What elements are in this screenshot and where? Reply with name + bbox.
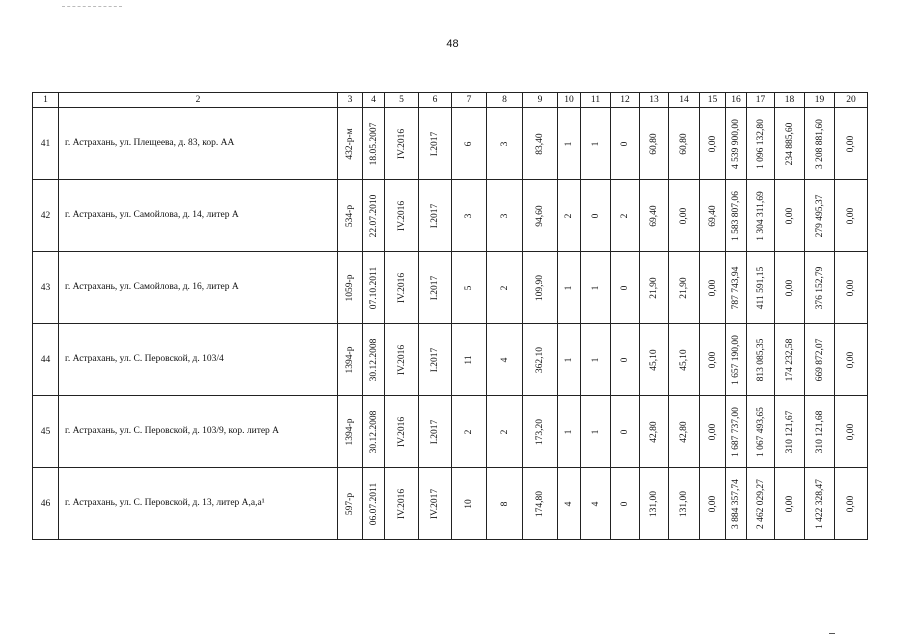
table-cell <box>611 468 640 540</box>
table-cell <box>700 396 726 468</box>
column-header: 14 <box>669 93 700 108</box>
table-cell <box>805 108 835 180</box>
table-row <box>33 108 868 180</box>
cell-value: 69,40 <box>707 204 718 227</box>
cell-value: 0 <box>590 213 601 218</box>
cell-value: 813 085,35 <box>755 338 766 381</box>
table-cell <box>558 396 581 468</box>
cell-value: I.2017 <box>430 347 440 372</box>
table-cell: 42 <box>33 180 59 252</box>
cell-value: 0,00 <box>784 207 795 224</box>
cell-value: 60,80 <box>649 132 659 155</box>
cell-value: 0,00 <box>846 423 856 440</box>
table-cell <box>700 108 726 180</box>
table-cell <box>581 396 611 468</box>
cell-value: IV.2016 <box>396 272 407 303</box>
table-cell <box>363 396 385 468</box>
cell-value: 0 <box>620 501 630 506</box>
cell-value: 0,00 <box>707 135 718 152</box>
table-cell <box>726 396 747 468</box>
cell-value: 362,10 <box>535 346 545 373</box>
table-cell: г. Астрахань, ул. Самойлова, д. 14, литер А <box>59 180 338 252</box>
table-cell <box>640 180 669 252</box>
cell-value: 21,90 <box>679 276 689 299</box>
table-row <box>33 252 868 324</box>
table-cell <box>611 324 640 396</box>
table-cell <box>419 180 452 252</box>
table-body <box>33 108 868 540</box>
table-cell <box>726 180 747 252</box>
table-cell <box>747 396 775 468</box>
cell-value: IV.2017 <box>430 488 440 519</box>
table-cell <box>419 468 452 540</box>
column-header: 1 <box>33 93 59 108</box>
cell-value: 1 422 328,47 <box>814 478 825 529</box>
table-cell <box>363 324 385 396</box>
table-cell <box>581 108 611 180</box>
cell-value: IV.2016 <box>396 344 407 375</box>
cell-value: 10 <box>464 498 474 509</box>
table-cell <box>726 252 747 324</box>
table-cell <box>385 468 419 540</box>
table-cell <box>385 324 419 396</box>
cell-value: 1 096 132,80 <box>755 118 766 169</box>
table-cell: 44 <box>33 324 59 396</box>
cell-value: 376 152,79 <box>814 266 825 309</box>
table-cell: г. Астрахань, ул. Самойлова, д. 16, литер А <box>59 252 338 324</box>
cell-value: 3 884 357,74 <box>731 478 741 529</box>
cell-value: 8 <box>499 501 510 506</box>
table-cell <box>747 108 775 180</box>
cell-value: 30.12.2008 <box>368 410 379 453</box>
column-header: 3 <box>338 93 363 108</box>
table-cell <box>640 396 669 468</box>
cell-value: 30.12.2008 <box>368 338 379 381</box>
column-header: 4 <box>363 93 385 108</box>
cell-value: 1 <box>564 141 574 146</box>
table-cell <box>775 180 805 252</box>
cell-value: 109,90 <box>535 274 545 301</box>
cell-value: IV.2016 <box>396 488 407 519</box>
table-cell <box>452 180 487 252</box>
table-cell <box>805 324 835 396</box>
cell-value: 279 495,37 <box>814 194 825 237</box>
table-cell <box>700 324 726 396</box>
column-header: 9 <box>523 93 558 108</box>
table-cell <box>487 180 523 252</box>
table-cell <box>747 324 775 396</box>
table-cell <box>385 252 419 324</box>
table-cell <box>338 324 363 396</box>
column-header: 8 <box>487 93 523 108</box>
table-cell <box>775 108 805 180</box>
table-cell <box>669 468 700 540</box>
table-cell <box>558 108 581 180</box>
cell-value: 3 <box>464 213 474 218</box>
table-cell: г. Астрахань, ул. Плещеева, д. 83, кор. АА <box>59 108 338 180</box>
cell-value: 1 <box>590 357 601 362</box>
table-cell <box>835 396 868 468</box>
table-row <box>33 324 868 396</box>
cell-value: 234 885,60 <box>784 122 795 165</box>
cell-value: 3 <box>499 213 510 218</box>
table-cell <box>338 108 363 180</box>
table-cell <box>487 396 523 468</box>
table-cell <box>558 324 581 396</box>
table-cell <box>581 180 611 252</box>
table-cell <box>419 252 452 324</box>
table-cell <box>523 468 558 540</box>
cell-value: 0,00 <box>707 495 718 512</box>
cell-value: 1 <box>564 429 574 434</box>
table-cell <box>581 468 611 540</box>
table-cell <box>726 324 747 396</box>
cell-value: 1394-р <box>345 346 355 373</box>
cell-value: 787 743,94 <box>731 266 741 309</box>
table-cell <box>452 468 487 540</box>
table-cell <box>523 180 558 252</box>
table-cell <box>669 180 700 252</box>
table-cell <box>835 108 868 180</box>
cell-value: 3 208 881,60 <box>814 118 825 169</box>
table-cell <box>558 468 581 540</box>
table-cell <box>487 324 523 396</box>
table-cell <box>363 252 385 324</box>
cell-value: 0 <box>620 285 630 290</box>
column-header: 6 <box>419 93 452 108</box>
page-number: 48 <box>446 38 459 50</box>
column-header: 19 <box>805 93 835 108</box>
cell-value: 0,00 <box>846 279 856 296</box>
cell-value: 45,10 <box>679 348 689 371</box>
header-row <box>33 93 868 108</box>
cell-value: 45,10 <box>649 348 659 371</box>
table-cell <box>805 396 835 468</box>
table-cell <box>581 252 611 324</box>
table-cell <box>805 180 835 252</box>
table-cell <box>805 252 835 324</box>
cell-value: 0,00 <box>846 135 856 152</box>
cell-value: 1394-р <box>345 418 355 445</box>
cell-value: I.2017 <box>430 419 440 444</box>
table-cell <box>775 468 805 540</box>
table-cell <box>611 180 640 252</box>
table-cell <box>747 252 775 324</box>
table-cell <box>523 324 558 396</box>
table-cell <box>640 252 669 324</box>
cell-value: 83,40 <box>535 132 545 155</box>
cell-value: 1 304 311,69 <box>755 190 766 241</box>
column-header: 17 <box>747 93 775 108</box>
cell-value: I.2017 <box>430 131 440 156</box>
cell-value: 1 583 807,06 <box>731 190 741 241</box>
cell-value: I.2017 <box>430 203 440 228</box>
table-cell <box>523 396 558 468</box>
cell-value: 432-р-м <box>345 127 355 160</box>
column-header: 10 <box>558 93 581 108</box>
cell-value: 3 <box>499 141 510 146</box>
cell-value: 0,00 <box>679 207 689 224</box>
cell-value: 21,90 <box>649 276 659 299</box>
table-cell <box>669 324 700 396</box>
table-cell <box>338 180 363 252</box>
table-cell <box>700 180 726 252</box>
table-cell <box>338 396 363 468</box>
cell-value: 1059-р <box>345 274 355 301</box>
cell-value: 1 <box>564 285 574 290</box>
cell-value: 0,00 <box>784 279 795 296</box>
table-cell <box>338 468 363 540</box>
cell-value: 42,80 <box>649 420 659 443</box>
table-row <box>33 468 868 540</box>
cell-value: 174,80 <box>535 490 545 517</box>
cell-value: 0 <box>620 141 630 146</box>
cell-value: 1 067 493,65 <box>755 406 766 457</box>
table-cell <box>363 108 385 180</box>
column-header: 18 <box>775 93 805 108</box>
table-cell: г. Астрахань, ул. С. Перовской, д. 103/4 <box>59 324 338 396</box>
cell-value: 0 <box>620 357 630 362</box>
table-cell <box>581 324 611 396</box>
cell-value: 6 <box>464 141 474 146</box>
cell-value: 22.07.2010 <box>368 194 379 237</box>
table-cell <box>775 252 805 324</box>
table-cell <box>487 252 523 324</box>
data-table <box>32 92 868 540</box>
column-header: 7 <box>452 93 487 108</box>
table-cell <box>385 396 419 468</box>
cell-value: 4 <box>564 501 574 506</box>
column-header: 16 <box>726 93 747 108</box>
table-cell <box>775 396 805 468</box>
data-table-container <box>32 92 868 540</box>
column-header: 15 <box>700 93 726 108</box>
cell-value: 60,80 <box>679 132 689 155</box>
table-cell <box>419 108 452 180</box>
table-cell <box>419 324 452 396</box>
table-cell <box>669 108 700 180</box>
cell-value: 131,00 <box>679 490 689 517</box>
cell-value: 07.10.2011 <box>368 266 379 309</box>
cell-value: 310 121,67 <box>784 410 795 453</box>
table-cell <box>726 468 747 540</box>
cell-value: 534-р <box>345 204 355 227</box>
table-cell <box>487 108 523 180</box>
cell-value: 2 <box>620 213 630 218</box>
cell-value: 174 232,58 <box>784 338 795 381</box>
cell-value: 597-р <box>345 492 355 515</box>
table-cell <box>385 108 419 180</box>
cell-value: 2 <box>499 429 510 434</box>
table-row <box>33 396 868 468</box>
table-cell <box>700 252 726 324</box>
cell-value: 06.07.2011 <box>368 482 379 525</box>
cell-value: 1 687 737,00 <box>731 406 741 457</box>
table-cell <box>558 252 581 324</box>
table-cell: 46 <box>33 468 59 540</box>
cell-value: 131,00 <box>649 490 659 517</box>
cell-value: 173,20 <box>535 418 545 445</box>
table-cell <box>835 324 868 396</box>
column-header: 11 <box>581 93 611 108</box>
cell-value: 4 <box>499 357 510 362</box>
cell-value: 0 <box>620 429 630 434</box>
cell-value: 669 872,07 <box>814 338 825 381</box>
cell-value: 310 121,68 <box>814 410 825 453</box>
table-cell <box>640 468 669 540</box>
table-cell <box>487 468 523 540</box>
scan-artifact <box>62 6 122 8</box>
cell-value: 1 <box>590 429 601 434</box>
table-cell <box>452 252 487 324</box>
cell-value: 2 462 029,27 <box>755 478 766 529</box>
cell-value: 1 <box>590 285 601 290</box>
column-header: 12 <box>611 93 640 108</box>
table-cell <box>611 108 640 180</box>
table-cell <box>452 324 487 396</box>
cell-value: 1 <box>590 141 601 146</box>
table-cell <box>640 108 669 180</box>
scan-artifact <box>829 633 835 634</box>
table-cell <box>726 108 747 180</box>
table-cell <box>835 180 868 252</box>
table-cell <box>611 396 640 468</box>
table-cell <box>747 180 775 252</box>
table-cell: г. Астрахань, ул. С. Перовской, д. 13, литер А,а,а¹ <box>59 468 338 540</box>
column-header: 20 <box>835 93 868 108</box>
table-cell <box>523 252 558 324</box>
cell-value: I.2017 <box>430 275 440 300</box>
table-cell <box>452 396 487 468</box>
cell-value: IV.2016 <box>396 200 407 231</box>
cell-value: 94,60 <box>535 204 545 227</box>
table-cell <box>558 180 581 252</box>
table-cell <box>385 180 419 252</box>
cell-value: 4 <box>590 501 601 506</box>
cell-value: 0,00 <box>846 495 856 512</box>
cell-value: 18.05.2007 <box>368 122 379 165</box>
table-cell <box>747 468 775 540</box>
cell-value: 69,40 <box>649 204 659 227</box>
cell-value: 2 <box>564 213 574 218</box>
cell-value: 5 <box>464 285 474 290</box>
table-cell <box>363 180 385 252</box>
table-cell <box>669 252 700 324</box>
cell-value: 2 <box>464 429 474 434</box>
cell-value: 2 <box>499 285 510 290</box>
cell-value: 0,00 <box>846 207 856 224</box>
cell-value: 0,00 <box>707 351 718 368</box>
column-header: 13 <box>640 93 669 108</box>
cell-value: 0,00 <box>707 423 718 440</box>
cell-value: 4 539 900,00 <box>731 118 741 169</box>
cell-value: 0,00 <box>784 495 795 512</box>
cell-value: 1 657 190,00 <box>731 334 741 385</box>
cell-value: 11 <box>464 354 474 365</box>
table-cell <box>338 252 363 324</box>
table-row <box>33 180 868 252</box>
column-header: 5 <box>385 93 419 108</box>
table-cell <box>805 468 835 540</box>
table-cell: г. Астрахань, ул. С. Перовской, д. 103/9, кор. литер А <box>59 396 338 468</box>
table-cell: 45 <box>33 396 59 468</box>
cell-value: 0,00 <box>846 351 856 368</box>
table-cell <box>835 468 868 540</box>
table-cell <box>419 396 452 468</box>
table-cell <box>835 252 868 324</box>
table-cell <box>775 324 805 396</box>
table-cell <box>611 252 640 324</box>
table-cell <box>523 108 558 180</box>
cell-value: IV.2016 <box>396 128 407 159</box>
table-cell: 43 <box>33 252 59 324</box>
table-cell: 41 <box>33 108 59 180</box>
cell-value: 1 <box>564 357 574 362</box>
cell-value: 411 591,15 <box>755 266 766 309</box>
table-cell <box>363 468 385 540</box>
cell-value: IV.2016 <box>396 416 407 447</box>
table-cell <box>452 108 487 180</box>
table-cell <box>669 396 700 468</box>
cell-value: 0,00 <box>707 279 718 296</box>
column-header: 2 <box>59 93 338 108</box>
table-cell <box>700 468 726 540</box>
cell-value: 42,80 <box>679 420 689 443</box>
table-cell <box>640 324 669 396</box>
